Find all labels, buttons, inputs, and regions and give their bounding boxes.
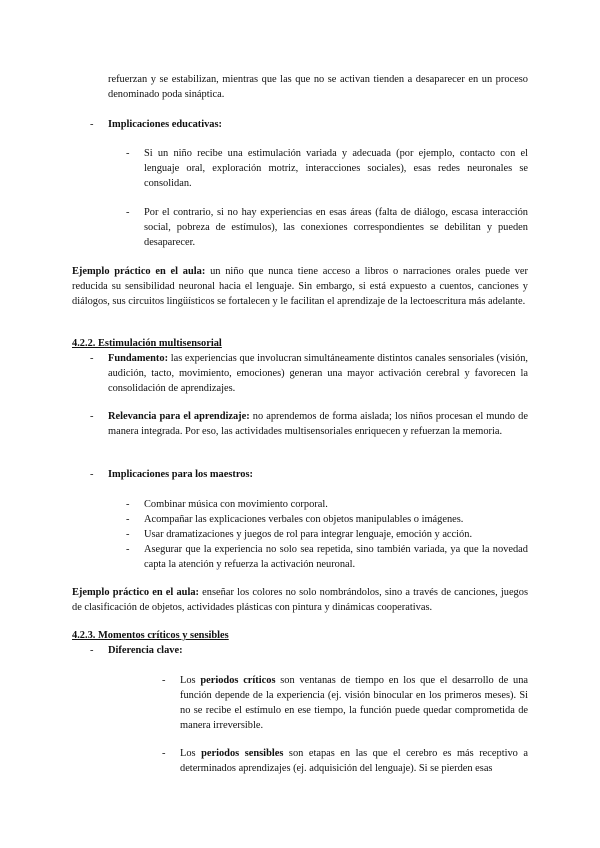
list-item: Asegurar que la experiencia no solo sea repetida, sino también variada, ya que la novedad capta la atención y refuerza la activación neuronal. — [144, 544, 528, 570]
implicaciones-educativas-heading: Implicaciones educativas: — [108, 119, 223, 130]
fundamento-paragraph: Fundamento: las experiencias que involucran simultáneamente distintos canales sensoriales (visión, audición, tacto, movimiento, emociones) generan una mayor activación cerebral y favorecen la consolidación de aprendizajes. — [108, 353, 528, 394]
example-paragraph-2: Ejemplo práctico en el aula: enseñar los colores no solo nombrándolos, sino a través de canciones, juegos de clasificación de objetos, actividades plásticas con pintura y dinámicas cooperativas. — [72, 587, 528, 613]
bullet-dash: - — [90, 411, 94, 422]
list-item: Si un niño recibe una estimulación variada y adecuada (por ejemplo, contacto con el lenguaje oral, exploración motriz, interacciones sociales), esas redes neuronales se consolidan. — [144, 148, 528, 189]
bullet-dash: - — [162, 748, 166, 759]
bullet-dash: - — [162, 675, 166, 686]
bullet-dash: - — [90, 645, 94, 656]
bullet-dash: - — [126, 529, 130, 540]
intro-paragraph: refuerzan y se estabilizan, mientras que las que no se activan tienden a desaparecer en un proceso denominado poda sináptica. — [108, 74, 528, 100]
bullet-dash: - — [126, 544, 130, 555]
section-title-423: 4.2.3. Momentos críticos y sensibles — [72, 630, 229, 641]
list-item: Acompañar las explicaciones verbales con objetos manipulables o imágenes. — [144, 514, 464, 525]
sensibles-paragraph: Los periodos sensibles son etapas en las que el cerebro es más receptivo a determinados aprendizajes (ej. adquisición del lenguaje). Si se pierden esas — [180, 748, 528, 774]
bullet-dash: - — [126, 148, 130, 159]
bullet-dash: - — [90, 353, 94, 364]
bullet-dash: - — [126, 499, 130, 510]
bullet-dash: - — [126, 207, 130, 218]
example-paragraph-1: Ejemplo práctico en el aula: un niño que nunca tiene acceso a libros o narraciones orales puede ver reducida su sensibilidad neuronal hacia el lenguaje. Sin embargo, si está expuesto a cuentos, canciones y diálogos, sus circuitos lingüísticos se fortalecen y le facilitan el aprendizaje de la lectoescritura más adelante. — [72, 266, 529, 307]
list-item: Combinar música con movimiento corporal. — [144, 499, 328, 510]
maestros-heading: Implicaciones para los maestros: — [108, 469, 253, 480]
list-item: Por el contrario, si no hay experiencias en esas áreas (falta de diálogo, escasa interacción social, pobreza de estímulos), las conexiones correspondientes se debilitan y pueden desaparecer. — [144, 207, 528, 248]
section-title-422: 4.2.2. Estimulación multisensorial — [72, 338, 222, 349]
criticos-paragraph: Los periodos críticos son ventanas de tiempo en los que el desarrollo de una función depende de la experiencia (ej. visión binocular en los primeros meses). Si no se recibe el estímulo en ese tiempo, la función puede quedar comprometida de manera irreversible. — [180, 675, 528, 731]
bullet-dash: - — [126, 514, 130, 525]
list-item: Usar dramatizaciones y juegos de rol para integrar lenguaje, emoción y acción. — [144, 529, 473, 540]
bullet-dash: - — [90, 119, 94, 130]
relevancia-paragraph: Relevancia para el aprendizaje: no aprendemos de forma aislada; los niños procesan el mundo de manera integrada. Por eso, las actividades multisensoriales enriquecen y refuerzan la memoria. — [108, 411, 528, 437]
bullet-dash: - — [90, 469, 94, 480]
diferencia-heading: Diferencia clave: — [108, 645, 183, 656]
